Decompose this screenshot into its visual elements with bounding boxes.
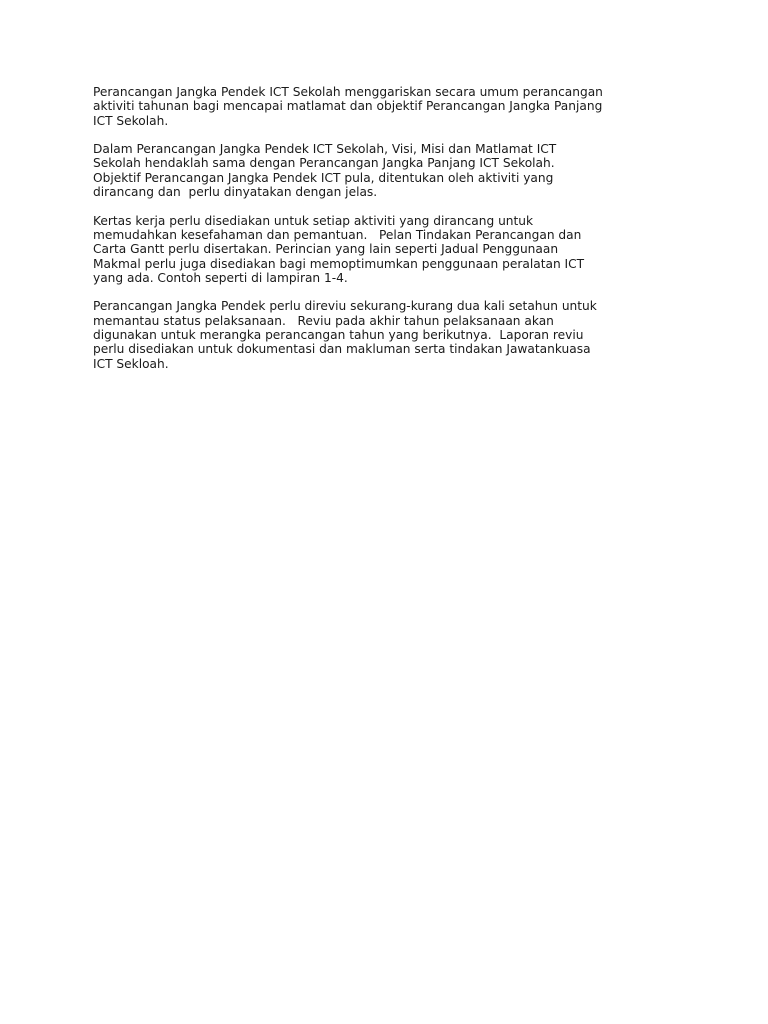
text-line: Dalam Perancangan Jangka Pendek ICT Sekolah, Visi, Misi dan Matlamat ICT xyxy=(93,142,557,157)
text-line: Kertas kerja perlu disediakan untuk setiap aktiviti yang dirancang untuk xyxy=(93,213,534,228)
text-line: dirancang dan perlu dinyatakan dengan jelas. xyxy=(93,185,378,200)
paragraph-2 xyxy=(93,142,653,199)
text-line: memudahkan kesefahaman dan pemantuan. Pelan Tindakan Perancangan dan xyxy=(93,227,582,242)
text-line: Sekolah hendaklah sama dengan Perancangan Jangka Panjang ICT Sekolah. xyxy=(93,156,555,171)
text-line: memantau status pelaksanaan. Reviu pada akhir tahun pelaksanaan akan xyxy=(93,313,554,328)
text-line: Carta Gantt perlu disertakan. Perincian yang lain seperti Jadual Penggunaan xyxy=(93,242,559,257)
text-line: yang ada. Contoh seperti di lampiran 1-4. xyxy=(93,270,348,285)
text-line: Perancangan Jangka Pendek perlu direviu sekurang-kurang dua kali setahun untuk xyxy=(93,299,597,314)
paragraph-4 xyxy=(93,299,653,370)
document-body xyxy=(93,85,653,385)
text-line: digunakan untuk merangka perancangan tahun yang berikutnya. Laporan reviu xyxy=(93,328,584,343)
text-line: Objektif Perancangan Jangka Pendek ICT pula, ditentukan oleh aktiviti yang xyxy=(93,170,554,185)
paragraph-1 xyxy=(93,85,653,128)
text-line: Perancangan Jangka Pendek ICT Sekolah menggariskan secara umum perancangan xyxy=(93,85,603,99)
text-line: Makmal perlu juga disediakan bagi memoptimumkan penggunaan peralatan ICT xyxy=(93,256,585,271)
text-line: ICT Sekolah. xyxy=(93,113,169,128)
text-line: aktiviti tahunan bagi mencapai matlamat dan objektif Perancangan Jangka Panjang xyxy=(93,99,603,114)
text-line: perlu disediakan untuk dokumentasi dan makluman serta tindakan Jawatankuasa xyxy=(93,342,591,357)
text-line: ICT Sekloah. xyxy=(93,356,169,371)
paragraph-3 xyxy=(93,214,653,285)
